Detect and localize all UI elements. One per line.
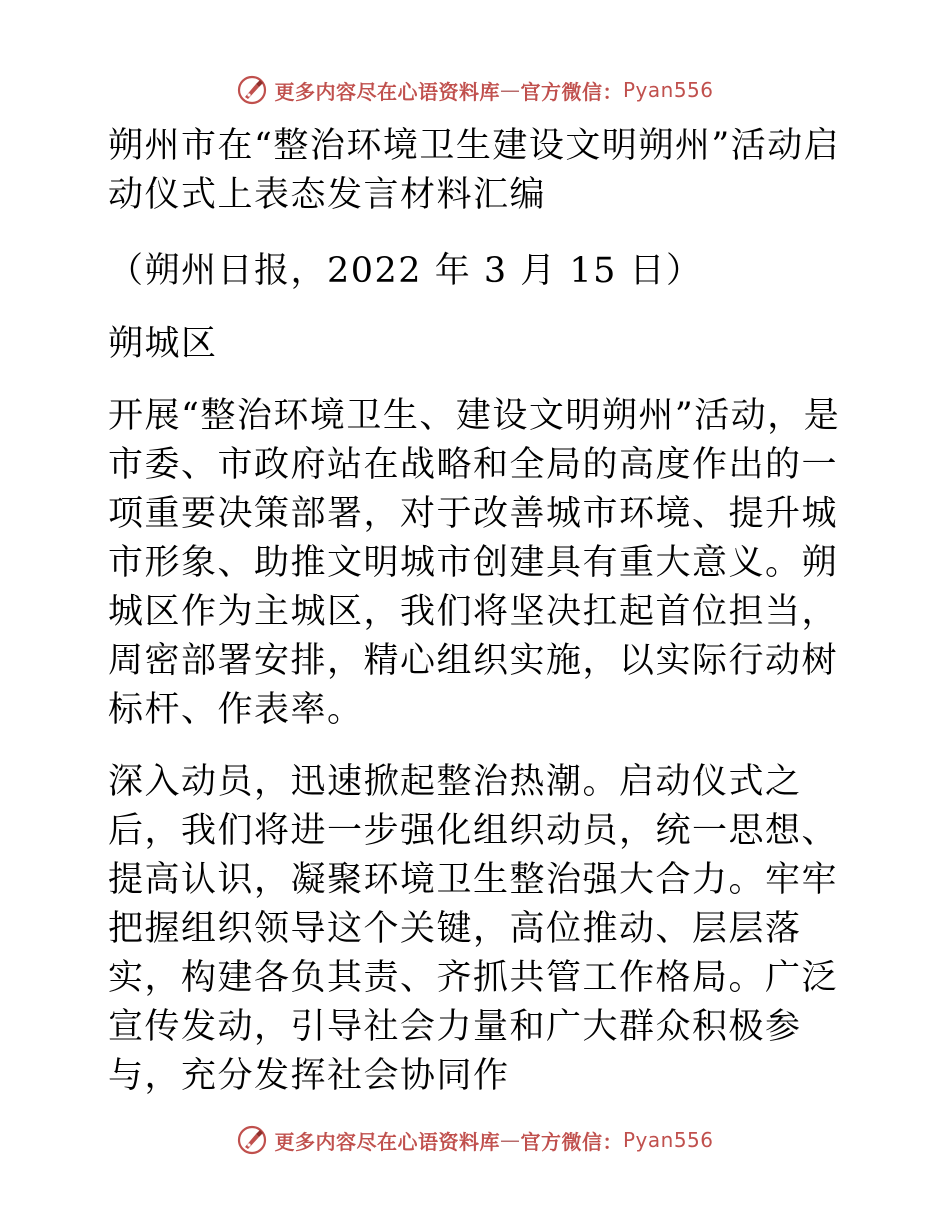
watermark-wechat-label: 官方微信：: [520, 1129, 623, 1154]
body-paragraph: 开展“整治环境卫生、建设文明朔州”活动，是市委、市政府站在战略和全局的高度作出的一项重要决策部署，对于改善城市环境、提升城市形象、助推文明城市创建具有重大意义。朔城区作为主城区，我们将坚决扛起首位担当， 周密部署安排，精心组织实施，以实际行动树标杆、作表率。: [108, 396, 841, 730]
watermark-main-text: 更多内容尽在心语资料库: [274, 1129, 500, 1154]
footer-watermark: [0, 1124, 950, 1156]
watermark-wechat-label: 官方微信：: [520, 79, 623, 104]
watermark-separator: —: [499, 1128, 521, 1152]
document-title: 朔州市在“整治环境卫生建设文明朔州”活动启动仪式上表态发言材料汇编: [108, 126, 841, 215]
document-date-line: （朔州日报，2022 年 3 月 15 日）: [108, 251, 703, 291]
watermark-handle: Pyan556: [622, 1128, 714, 1152]
pen-nib-logo-icon: [236, 1124, 268, 1156]
body-paragraph: 深入动员，迅速掀起整治热潮。启动仪式之后，我们将进一步强化组织动员，统一思想、提高认识，凝聚环境卫生整治强大合力。牢牢把握组织领导这个关键，高位推动、层层落实，构建各负其责、齐抓共管工作格局。广泛宣传发动，引导社会力量和广大群众积极参与，充分发挥社会协同作: [108, 762, 839, 1096]
pen-nib-logo-icon: [236, 74, 268, 106]
watermark-main-text: 更多内容尽在心语资料库: [274, 79, 500, 104]
watermark-handle: Pyan556: [622, 78, 714, 102]
header-watermark: [0, 74, 950, 106]
document-body: [98, 122, 850, 1124]
watermark-separator: —: [499, 78, 521, 102]
section-heading: 朔城区: [108, 324, 218, 364]
